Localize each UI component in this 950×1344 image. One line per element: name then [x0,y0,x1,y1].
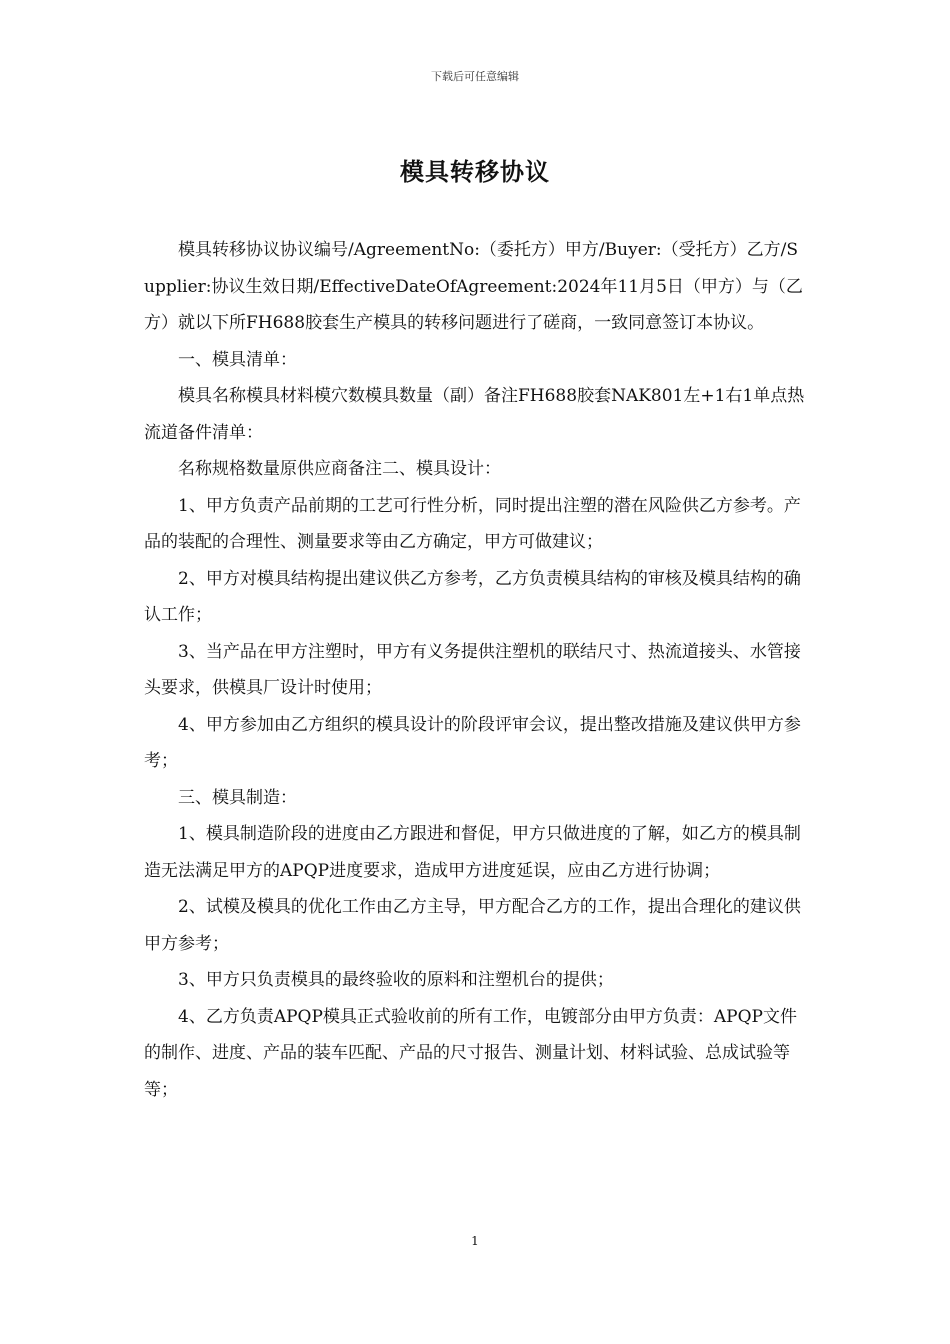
paragraph-intro: 模具转移协议协议编号/AgreementNo:（委托方）甲方/Buyer:（受托方）乙方/Supplier:协议生效日期/EffectiveDateOfAgreement:2024年11月5日（甲方）与（乙方）就以下所FH688胶套生产模具的转移问题进行了磋商，一致同意签订本协议。 [144,240,803,333]
paragraph-design-2: 2、甲方对模具结构提出建议供乙方参考，乙方负责模具结构的审核及模具结构的确认工作； [144,568,801,625]
document-body [144,232,808,1108]
paragraph-manufacturing-4: 4、乙方负责APQP模具正式验收前的所有工作，电镀部分由甲方负责：APQP文件的制作、进度、产品的装车匹配、产品的尺寸报告、测量计划、材料试验、总成试验等等； [144,1006,797,1100]
paragraph-spare-parts: 名称规格数量原供应商备注二、模具设计： [178,459,501,479]
paragraph-manufacturing-2: 2、试模及模具的优化工作由乙方主导，甲方配合乙方的工作，提出合理化的建议供甲方参考； [144,897,801,954]
paragraph-manufacturing-3: 3、甲方只负责模具的最终验收的原料和注塑机台的提供； [178,970,614,990]
section-heading-mold-list: 一、模具清单： [178,349,297,370]
paragraph-design-1: 1、甲方负责产品前期的工艺可行性分析，同时提出注塑的潜在风险供乙方参考。产品的装配的合理性、测量要求等由乙方确定，甲方可做建议； [144,495,801,552]
section-heading-manufacturing: 三、模具制造： [178,787,297,808]
header-note: 下载后可任意编辑 [431,70,519,83]
page-number: 1 [471,1234,479,1248]
paragraph-design-3: 3、当产品在甲方注塑时，甲方有义务提供注塑机的联结尺寸、热流道接头、水管接头要求，供模具厂设计时使用； [144,641,801,698]
document-title: 模具转移协议 [400,157,550,186]
paragraph-design-4: 4、甲方参加由乙方组织的模具设计的阶段评审会议，提出整改措施及建议供甲方参考； [144,714,801,771]
paragraph-mold-list: 模具名称模具材料模穴数模具数量（副）备注FH688胶套NAK801左+1右1单点热流道备件清单： [144,386,805,443]
paragraph-manufacturing-1: 1、模具制造阶段的进度由乙方跟进和督促，甲方只做进度的了解，如乙方的模具制造无法满足甲方的APQP进度要求，造成甲方进度延误，应由乙方进行协调； [144,824,801,881]
